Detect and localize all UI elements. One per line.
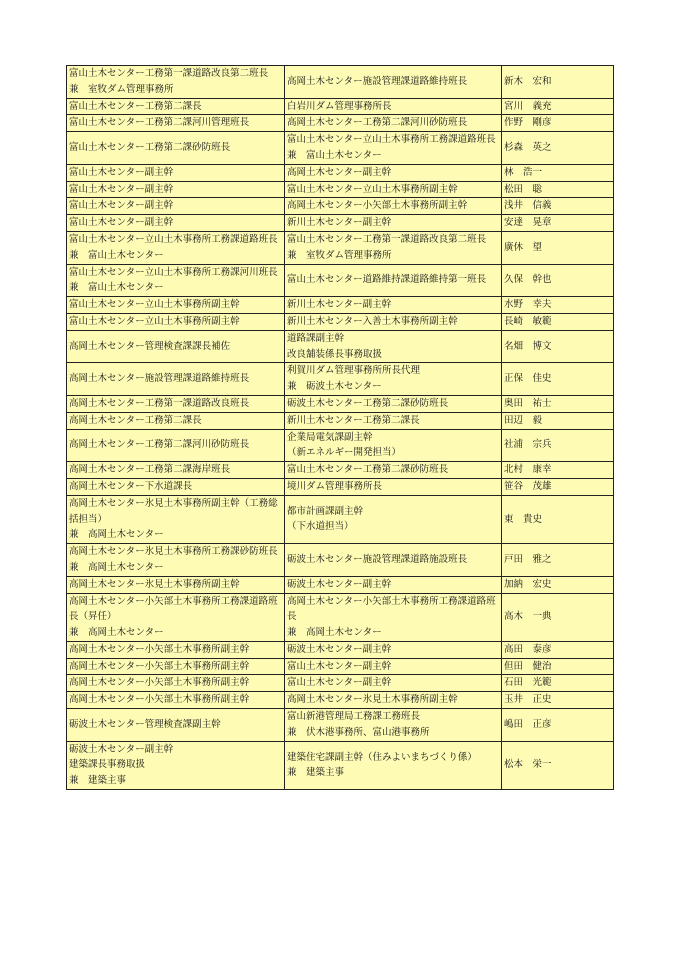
current-position-cell: 砺波土木センター副主幹 建築課長事務取扱 兼 建築主事	[67, 741, 285, 789]
current-position-cell: 高岡土木センター施設管理課道路維持班長	[67, 363, 285, 396]
table-row	[67, 132, 614, 165]
person-name-cell: 安達 晃章	[502, 215, 614, 232]
new-position-cell: 富山土木センター道路維持課道路維持第一班長	[285, 264, 502, 297]
current-position-cell: 高岡土木センター小矢部土木事務所副主幹	[67, 641, 285, 658]
table-row	[67, 98, 614, 115]
person-name-cell: 松本 栄一	[502, 741, 614, 789]
new-position-cell: 新川土木センター副主幹	[285, 215, 502, 232]
new-position-cell: 企業局電気課副主幹 （新エネルギー開発担当）	[285, 429, 502, 462]
new-position-cell: 富山新港管理局工務課工務班長 兼 伏木港事務所、富山港事務所	[285, 709, 502, 742]
new-position-cell: 砺波土木センター施設管理課道路施設班長	[285, 544, 502, 577]
person-name-cell: 松田 聡	[502, 181, 614, 198]
current-position-cell: 富山土木センター立山土木事務所工務課河川班長 兼 富山土木センター	[67, 264, 285, 297]
new-position-cell: 砺波土木センター副主幹	[285, 576, 502, 593]
current-position-cell: 高岡土木センター氷見土木事務所副主幹	[67, 576, 285, 593]
table-row	[67, 478, 614, 495]
person-name-cell: 玉井 正史	[502, 692, 614, 709]
table-row	[67, 576, 614, 593]
person-name-cell: 久保 幹也	[502, 264, 614, 297]
new-position-cell: 高岡土木センター施設管理課道路維持班長	[285, 66, 502, 99]
new-position-cell: 境川ダム管理事務所長	[285, 478, 502, 495]
table-row	[67, 495, 614, 543]
current-position-cell: 高岡土木センター工務第二課長	[67, 412, 285, 429]
table-row	[67, 215, 614, 232]
current-position-cell: 富山土木センター副主幹	[67, 215, 285, 232]
current-position-cell: 高岡土木センター小矢部土木事務所副主幹	[67, 675, 285, 692]
new-position-cell: 新川土木センター工務第二課長	[285, 412, 502, 429]
current-position-cell: 高岡土木センター工務第一課道路改良班長	[67, 395, 285, 412]
current-position-cell: 富山土木センター工務第二課砂防班長	[67, 132, 285, 165]
table-row	[67, 164, 614, 181]
person-name-cell: 水野 幸夫	[502, 297, 614, 314]
person-name-cell: 浅井 信義	[502, 198, 614, 215]
person-name-cell: 東 貴史	[502, 495, 614, 543]
new-position-cell: 高岡土木センター副主幹	[285, 164, 502, 181]
person-name-cell: 高木 一典	[502, 593, 614, 641]
person-name-cell: 長崎 敏範	[502, 313, 614, 330]
person-name-cell: 廣休 望	[502, 231, 614, 264]
table-row	[67, 264, 614, 297]
current-position-cell: 富山土木センター副主幹	[67, 181, 285, 198]
table-row	[67, 429, 614, 462]
new-position-cell: 建築住宅課副主幹（住みよいまちづくり係） 兼 建築主事	[285, 741, 502, 789]
new-position-cell: 富山土木センター副主幹	[285, 675, 502, 692]
table-row	[67, 395, 614, 412]
current-position-cell: 高岡土木センター小矢部土木事務所副主幹	[67, 658, 285, 675]
person-name-cell: 作野 剛彦	[502, 115, 614, 132]
current-position-cell: 高岡土木センター氷見土木事務所工務課砂防班長 兼 高岡土木センター	[67, 544, 285, 577]
new-position-cell: 富山土木センター立山土木事務所副主幹	[285, 181, 502, 198]
current-position-cell: 高岡土木センター小矢部土木事務所副主幹	[67, 692, 285, 709]
new-position-cell: 利賀川ダム管理事務所所長代理 兼 砺波土木センター	[285, 363, 502, 396]
table-row	[67, 66, 614, 99]
personnel-table-body	[67, 66, 614, 790]
current-position-cell: 富山土木センター工務第一課道路改良第二班長 兼 室牧ダム管理事務所	[67, 66, 285, 99]
table-row	[67, 641, 614, 658]
new-position-cell: 新川土木センター入善土木事務所副主幹	[285, 313, 502, 330]
current-position-cell: 高岡土木センター氷見土木事務所副主幹（工務総括担当） 兼 高岡土木センター	[67, 495, 285, 543]
new-position-cell: 富山土木センター工務第一課道路改良第二班長 兼 室牧ダム管理事務所	[285, 231, 502, 264]
new-position-cell: 道路課副主幹 改良舗装係長事務取扱	[285, 330, 502, 363]
new-position-cell: 富山土木センター立山土木事務所工務課道路班長 兼 富山土木センター	[285, 132, 502, 165]
table-row	[67, 198, 614, 215]
person-name-cell: 林 浩一	[502, 164, 614, 181]
table-row	[67, 658, 614, 675]
current-position-cell: 富山土木センター立山土木事務所副主幹	[67, 313, 285, 330]
current-position-cell: 高岡土木センター小矢部土木事務所工務課道路班長（昇任） 兼 高岡土木センター	[67, 593, 285, 641]
person-name-cell: 笹谷 茂雄	[502, 478, 614, 495]
current-position-cell: 富山土木センター工務第二課長	[67, 98, 285, 115]
person-name-cell: 奥田 祐士	[502, 395, 614, 412]
current-position-cell: 高岡土木センター下水道課長	[67, 478, 285, 495]
person-name-cell: 戸田 雅之	[502, 544, 614, 577]
current-position-cell: 高岡土木センター工務第二課海岸班長	[67, 462, 285, 479]
person-name-cell: 社浦 宗兵	[502, 429, 614, 462]
new-position-cell: 富山土木センター工務第二課砂防班長	[285, 462, 502, 479]
table-row	[67, 593, 614, 641]
new-position-cell: 高岡土木センター工務第二課河川砂防班長	[285, 115, 502, 132]
new-position-cell: 白岩川ダム管理事務所長	[285, 98, 502, 115]
new-position-cell: 高岡土木センター氷見土木事務所副主幹	[285, 692, 502, 709]
current-position-cell: 富山土木センター立山土木事務所工務課道路班長 兼 富山土木センター	[67, 231, 285, 264]
person-name-cell: 田辺 毅	[502, 412, 614, 429]
person-name-cell: 正保 佳史	[502, 363, 614, 396]
person-name-cell: 加納 宏史	[502, 576, 614, 593]
table-row	[67, 330, 614, 363]
person-name-cell: 石田 光範	[502, 675, 614, 692]
table-row	[67, 231, 614, 264]
personnel-table	[66, 65, 614, 790]
current-position-cell: 富山土木センター工務第二課河川管理班長	[67, 115, 285, 132]
current-position-cell: 高岡土木センター工務第二課河川砂防班長	[67, 429, 285, 462]
person-name-cell: 北村 康幸	[502, 462, 614, 479]
table-row	[67, 544, 614, 577]
new-position-cell: 砺波土木センター工務第二課砂防班長	[285, 395, 502, 412]
person-name-cell: 但田 健治	[502, 658, 614, 675]
table-row	[67, 297, 614, 314]
person-name-cell: 嶋田 正彦	[502, 709, 614, 742]
current-position-cell: 砺波土木センター管理検査課副主幹	[67, 709, 285, 742]
table-row	[67, 675, 614, 692]
person-name-cell: 宮川 義充	[502, 98, 614, 115]
new-position-cell: 高岡土木センター小矢部土木事務所副主幹	[285, 198, 502, 215]
table-row	[67, 181, 614, 198]
table-row	[67, 692, 614, 709]
table-row	[67, 115, 614, 132]
person-name-cell: 名畑 博文	[502, 330, 614, 363]
current-position-cell: 富山土木センター副主幹	[67, 198, 285, 215]
new-position-cell: 新川土木センター副主幹	[285, 297, 502, 314]
table-row	[67, 363, 614, 396]
person-name-cell: 新木 宏和	[502, 66, 614, 99]
current-position-cell: 富山土木センター立山土木事務所副主幹	[67, 297, 285, 314]
table-row	[67, 412, 614, 429]
new-position-cell: 高岡土木センター小矢部土木事務所工務課道路班長 兼 高岡土木センター	[285, 593, 502, 641]
new-position-cell: 都市計画課副主幹 （下水道担当）	[285, 495, 502, 543]
person-name-cell: 杉森 英之	[502, 132, 614, 165]
table-row	[67, 313, 614, 330]
current-position-cell: 高岡土木センター管理検査課課長補佐	[67, 330, 285, 363]
new-position-cell: 富山土木センター副主幹	[285, 658, 502, 675]
table-row	[67, 741, 614, 789]
new-position-cell: 砺波土木センター副主幹	[285, 641, 502, 658]
table-row	[67, 462, 614, 479]
current-position-cell: 富山土木センター副主幹	[67, 164, 285, 181]
table-row	[67, 709, 614, 742]
person-name-cell: 高田 泰彦	[502, 641, 614, 658]
